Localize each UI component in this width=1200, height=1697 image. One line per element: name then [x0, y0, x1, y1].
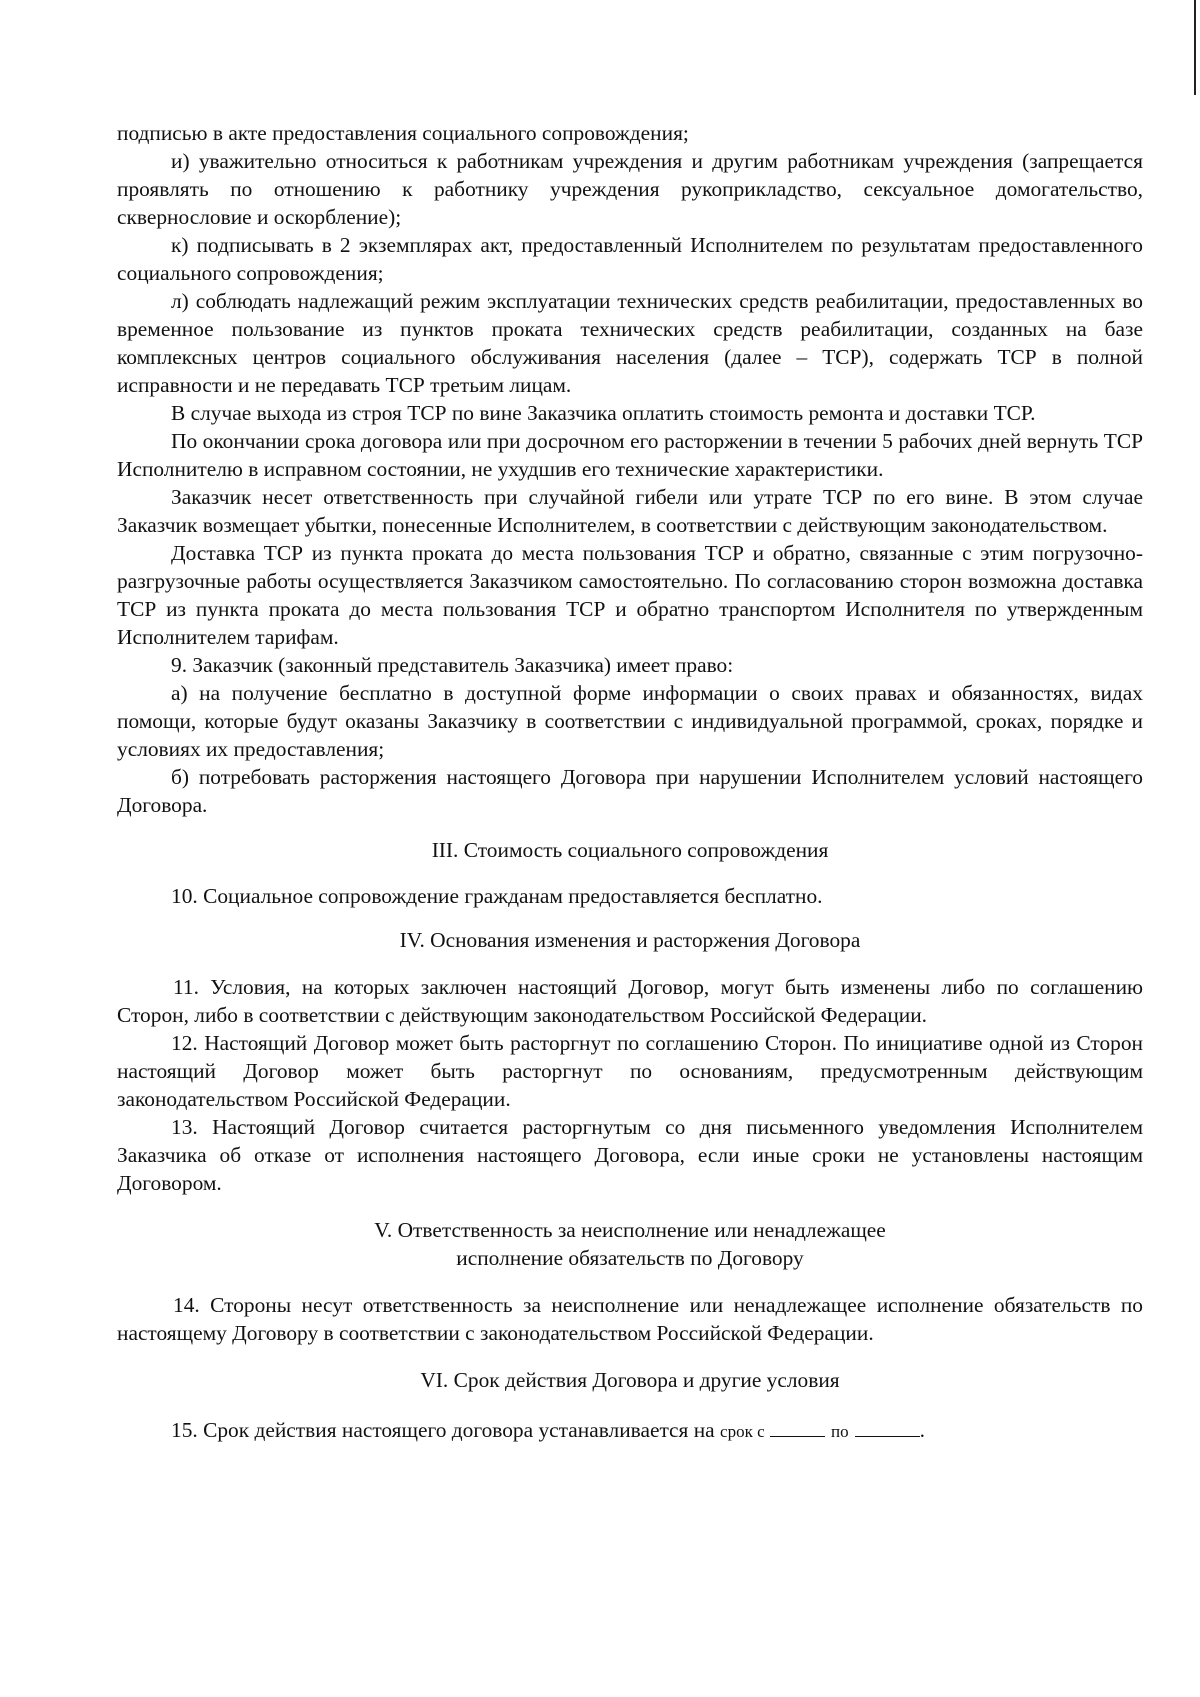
- paragraph-clause-15: [117, 1416, 1143, 1446]
- paragraph-obligation-i: и) уважительно относиться к работникам учреждения и другим работникам учреждения (запрещается проявлять по отношению к работнику учреждения рукоприкладство, сексуальное домогательство, сквернословие и оскорбление);: [117, 149, 1143, 229]
- clause-15-to-label: по: [831, 1422, 849, 1441]
- paragraph-tsr-failure: В случае выхода из строя ТСР по вине Заказчика оплатить стоимость ремонта и доставки ТСР.: [171, 401, 1036, 425]
- paragraph-clause-10: 10. Социальное сопровождение гражданам предоставляется бесплатно.: [171, 884, 823, 908]
- paragraph-clause-13: 13. Настоящий Договор считается расторгнутым со дня письменного уведомления Исполнителем Заказчика об отказе от исполнения настоящего Договора, если иные сроки не установлены настоящим Договором.: [117, 1115, 1143, 1195]
- document-body: [117, 119, 1143, 1446]
- paragraph-signature: подписью в акте предоставления социального сопровождения;: [117, 121, 689, 145]
- paragraph-clause-9: 9. Заказчик (законный представитель Заказчика) имеет право:: [171, 653, 734, 677]
- section-heading-vi: VI. Срок действия Договора и другие условия: [420, 1368, 840, 1392]
- clause-15-text: 15. Срок действия настоящего договора устанавливается на: [171, 1418, 715, 1442]
- section-heading-v: [117, 1216, 1143, 1272]
- paragraph-clause-9a: а) на получение бесплатно в доступной форме информации о своих правах и обязанностях, видах помощи, которые будут оказаны Заказчику в соответствии с индивидуальной программой, сроках, порядке и условиях их предоставления;: [117, 681, 1143, 761]
- section-heading-iii: III. Стоимость социального сопровождения: [431, 838, 829, 862]
- section-heading-v-line-2: исполнение обязательств по Договору: [456, 1246, 804, 1270]
- clause-15-to-blank: [855, 1416, 920, 1437]
- paragraph-tsr-delivery: Доставка ТСР из пункта проката до места пользования ТСР и обратно, связанные с этим погрузочно-разгрузочные работы осуществляется Заказчиком самостоятельно. По согласованию сторон возможна доставка ТСР из пункта проката до места пользования ТСР и обратно транспортом Исполнителя по утвержденным Исполнителем тарифам.: [117, 541, 1143, 649]
- paragraph-clause-11: 11. Условия, на которых заключен настоящий Договор, могут быть изменены либо по соглашению Сторон, либо в соответствии с действующим законодательством Российской Федерации.: [117, 975, 1143, 1027]
- paragraph-clause-14: 14. Стороны несут ответственность за неисполнение или ненадлежащее исполнение обязательств по настоящему Договору в соответствии с законодательством Российской Федерации.: [117, 1293, 1143, 1345]
- scan-edge-mark: [1194, 0, 1196, 95]
- section-heading-iv: IV. Основания изменения и расторжения Договора: [399, 928, 861, 952]
- paragraph-clause-12: 12. Настоящий Договор может быть расторгнут по соглашению Сторон. По инициативе одной из Сторон настоящий Договор может быть расторгнут по основаниям, предусмотренным действующим законодательством Российской Федерации.: [117, 1031, 1143, 1111]
- clause-15-from-blank: [770, 1416, 825, 1437]
- section-heading-v-line-1: V. Ответственность за неисполнение или ненадлежащее: [374, 1218, 886, 1242]
- paragraph-tsr-return: По окончании срока договора или при досрочном его расторжении в течении 5 рабочих дней вернуть ТСР Исполнителю в исправном состоянии, не ухудшив его технические характеристики.: [117, 429, 1143, 481]
- paragraph-tsr-liability: Заказчик несет ответственность при случайной гибели или утрате ТСР по его вине. В этом случае Заказчик возмещает убытки, понесенные Исполнителем, в соответствии с действующим законодательством.: [117, 485, 1143, 537]
- paragraph-clause-9b: б) потребовать расторжения настоящего Договора при нарушении Исполнителем условий настоящего Договора.: [117, 765, 1143, 817]
- clause-15-from-label: срок с: [720, 1422, 765, 1441]
- paragraph-obligation-k: к) подписывать в 2 экземплярах акт, предоставленный Исполнителем по результатам предоставленного социального сопровождения;: [117, 233, 1143, 285]
- paragraph-obligation-l: л) соблюдать надлежащий режим эксплуатации технических средств реабилитации, предоставленных во временное пользование из пунктов проката технических средств реабилитации, созданных на базе комплексных центров социального обслуживания населения (далее – ТСР), содержать ТСР в полной исправности и не передавать ТСР третьим лицам.: [117, 289, 1143, 397]
- clause-15-period: .: [919, 1418, 925, 1442]
